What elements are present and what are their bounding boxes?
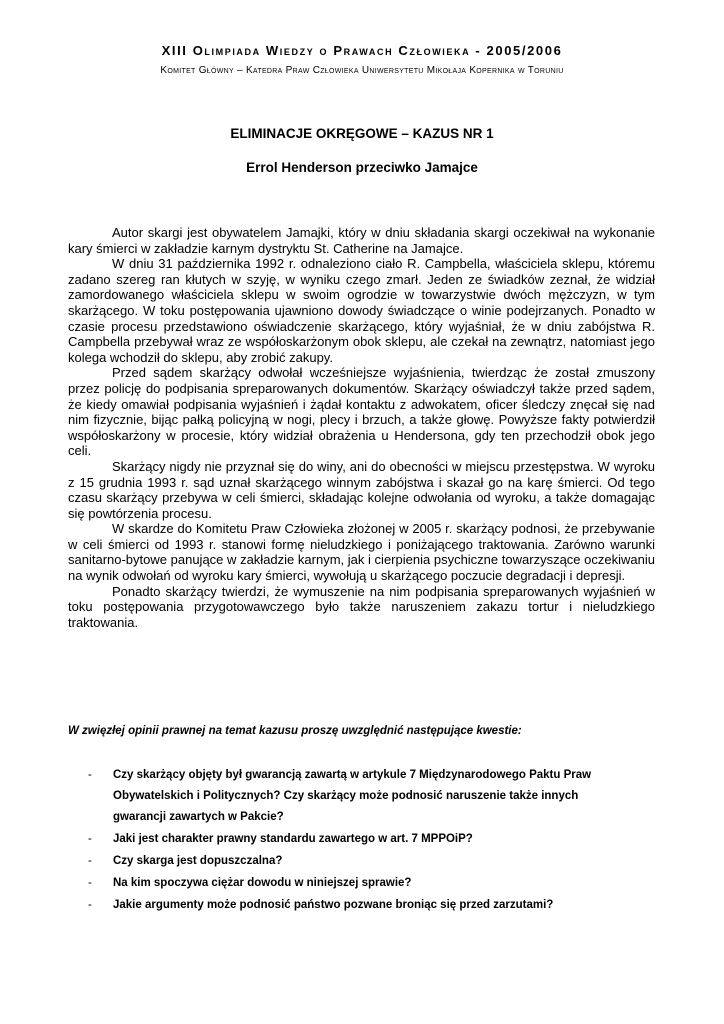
bullet-dash: - bbox=[88, 769, 92, 781]
paragraph: W skardze do Komitetu Praw Człowieka złożonej w 2005 r. skarżący podnosi, że przebywanie w celi śmierci od 1993 r. stanowi formę nieludzkiego i poniżającego traktowania. Zarówno warunki sanitarno-bytowe panujące w zakładzie karnym, jak i cierpienia psychiczne towarzyszące oczekiwaniu na wynik odwołań od wyroku kary śmierci, wywołują u skarżącego poczucie degradacji i depresji. bbox=[68, 521, 655, 584]
case-subtitle: Errol Henderson przeciwko Jamajce bbox=[246, 160, 478, 175]
question-item bbox=[88, 829, 628, 850]
bullet-dash: - bbox=[88, 877, 92, 889]
question-item bbox=[88, 851, 628, 872]
bullet-dash: - bbox=[88, 899, 92, 911]
paragraph: Autor skargi jest obywatelem Jamajki, który w dniu składania skargi oczekiwał na wykonanie kary śmierci w zakładzie karnym dystryktu St. Catherine na Jamajce. bbox=[68, 225, 655, 256]
question-text: Jaki jest charakter prawny standardu zawartego w art. 7 MPPOiP? bbox=[113, 833, 473, 845]
paragraph: Skarżący nigdy nie przyznał się do winy, ani do obecności w miejscu przestępstwa. W wyroku z 15 grudnia 1993 r. sąd uznał skarżącego winnym zabójstwa i skazał go na karę śmierci. Od tego czasu skarżący przebywa w celi śmierci, składając kolejne odwołania od wyroku, a także domagając się powtórzenia procesu. bbox=[68, 458, 655, 521]
question-text: Czy skarżący objęty był gwarancją zawartą w artykule 7 Międzynarodowego Paktu Praw Obywatelskich i Politycznych? Czy skarżący może podnosić naruszenie także innych gwarancji zawartych w Pakcie? bbox=[113, 769, 592, 823]
question-text: Na kim spoczywa ciężar dowodu w niniejszej sprawie? bbox=[113, 877, 412, 889]
question-item bbox=[88, 895, 628, 916]
question-text: Jakie argumenty może podnosić państwo pozwane broniąc się przed zarzutami? bbox=[113, 899, 554, 911]
question-item bbox=[88, 765, 628, 828]
question-text: Czy skarga jest dopuszczalna? bbox=[113, 855, 283, 867]
committee-subtitle: Komitet Główny – Katedra Praw Człowieka Uniwersytetu Mikołaja Kopernika w Toruniu bbox=[160, 65, 564, 76]
question-item bbox=[88, 873, 628, 894]
olympiad-title: XIII Olimpiada Wiedzy o Prawach Człowieka - 2005/2006 bbox=[161, 43, 563, 58]
paragraph: W dniu 31 października 1992 r. odnaleziono ciało R. Campbella, właściciela sklepu, któremu zadano szereg ran kłutych w szyję, w wyniku czego zmarł. Jeden ze świadków zeznał, że widział zamordowanego właściciela sklepu w swoim ogrodzie w towarzystwie dwóch mężczyzn, w tym skarżącego. W toku postępowania ujawniono dowody świadczące o winie podejrzanych. Ponadto w czasie procesu przedstawiono oświadczenie skarżącego, który wyjaśniał, że w dniu zabójstwa R. Campbella przebywał wraz ze współoskarżonym obok sklepu, ale czekał na zewnątrz, natomiast jego kolega wchodził do sklepu, aby zrobić zakupy. bbox=[68, 256, 655, 365]
paragraph: Przed sądem skarżący odwołał wcześniejsze wyjaśnienia, twierdząc że został zmuszony przez policję do podpisania spreparowanych dokumentów. Skarżący oświadczył także przed sądem, że kiedy omawiał podpisania wyjaśnień i żądał kontaktu z adwokatem, oficer śledczy znęcał się nad nim fizycznie, bijąc pałką policyjną w nogi, plecy i brzuch, a także głowę. Powyższe fakty potwierdził współoskarżony w procesie, który widział obrażenia u Hendersona, gdy ten przechodził obok jego celi. bbox=[68, 365, 655, 459]
case-body bbox=[68, 225, 655, 630]
bullet-dash: - bbox=[88, 855, 92, 867]
paragraph: Ponadto skarżący twierdzi, że wymuszenie na nim podpisania spreparowanych wyjaśnień w toku postępowania przygotowawczego było także naruszeniem zakazu tortur i nieludzkiego traktowania. bbox=[68, 583, 655, 630]
case-title: ELIMINACJE OKRĘGOWE – KAZUS NR 1 bbox=[230, 126, 494, 141]
questions-list bbox=[88, 765, 628, 916]
bullet-dash: - bbox=[88, 833, 92, 845]
instructions-heading: W zwięzłej opinii prawnej na temat kazusu proszę uwzględnić następujące kwestie: bbox=[68, 725, 522, 737]
